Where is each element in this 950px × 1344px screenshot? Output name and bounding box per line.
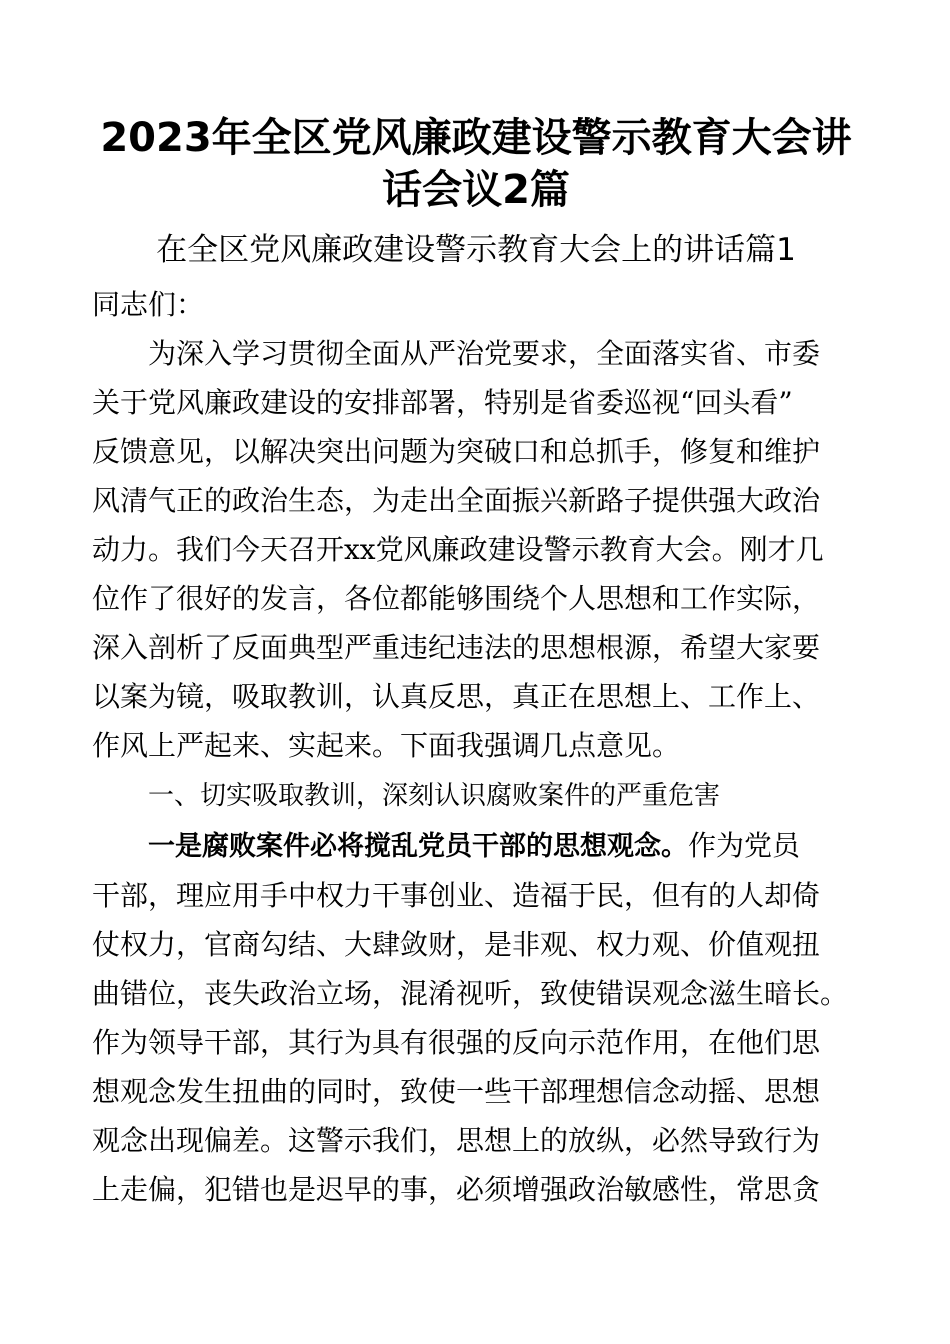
document-title — [92, 112, 860, 216]
point-1-first-line — [92, 821, 860, 871]
paragraph-line: 上走偏，犯错也是迟早的事，必须增强政治敏感性，常思贪 — [92, 1173, 821, 1206]
paragraph-line: 反馈意见，以解决突出问题为突破口和总抓手，修复和维护 — [92, 435, 821, 468]
point-1-paragraph — [92, 821, 860, 1214]
paragraph-line: 观念出现偏差。这警示我们，思想上的放纵，必然导致行为 — [92, 1124, 821, 1157]
title-line-2: 话会议2篇 — [382, 167, 570, 213]
point-1-lead: 一是腐败案件必将搅乱党员干部的思想观念。 — [148, 831, 688, 862]
paragraph-line: 为深入学习贯彻全面从严治党要求，全面落实省、市委 — [148, 337, 821, 370]
paragraph-line: 以案为镜，吸取教训，认真反思，真正在思想上、工作上、 — [92, 680, 821, 713]
paragraph-line: 动力。我们今天召开xx党风廉政建设警示教育大会。刚才几 — [92, 533, 824, 566]
paragraph-line: 想观念发生扭曲的同时，致使一些干部理想信念动摇、思想 — [92, 1075, 821, 1108]
paragraph-line: 作为领导干部，其行为具有很强的反向示范作用，在他们思 — [92, 1026, 821, 1059]
paragraph-line: 作风上严起来、实起来。下面我强调几点意见。 — [92, 729, 681, 762]
paragraph-line: 位作了很好的发言，各位都能够围绕个人思想和工作实际， — [92, 582, 821, 615]
paragraph-line: 干部，理应用手中权力干事创业、造福于民，但有的人却倚 — [92, 879, 821, 912]
paragraph-line: 深入剖析了反面典型严重违纪违法的思想根源，希望大家要 — [92, 631, 821, 664]
section-heading-1: 一、切实吸取教训，深刻认识腐败案件的严重危害 — [148, 781, 721, 811]
paragraph-line: 关于党风廉政建设的安排部署，特别是省委巡视“回头看” — [92, 386, 793, 419]
paragraph-line: 风清气正的政治生态，为走出全面振兴新路子提供强大政治 — [92, 484, 821, 517]
point-1-first-rest: 作为党员 — [688, 829, 801, 862]
salutation: 同志们： — [92, 288, 205, 321]
paragraph-1 — [92, 329, 860, 770]
paragraph-line: 曲错位，丧失政治立场，混淆视听，致使错误观念滋生暗长。 — [92, 977, 849, 1010]
speech-subtitle: 在全区党风廉政建设警示教育大会上的讲话篇1 — [156, 232, 796, 268]
title-line-1: 2023年全区党风廉政建设警示教育大会讲 — [100, 115, 852, 161]
paragraph-line: 仗权力，官商勾结、大肆敛财，是非观、权力观、价值观扭 — [92, 928, 821, 961]
